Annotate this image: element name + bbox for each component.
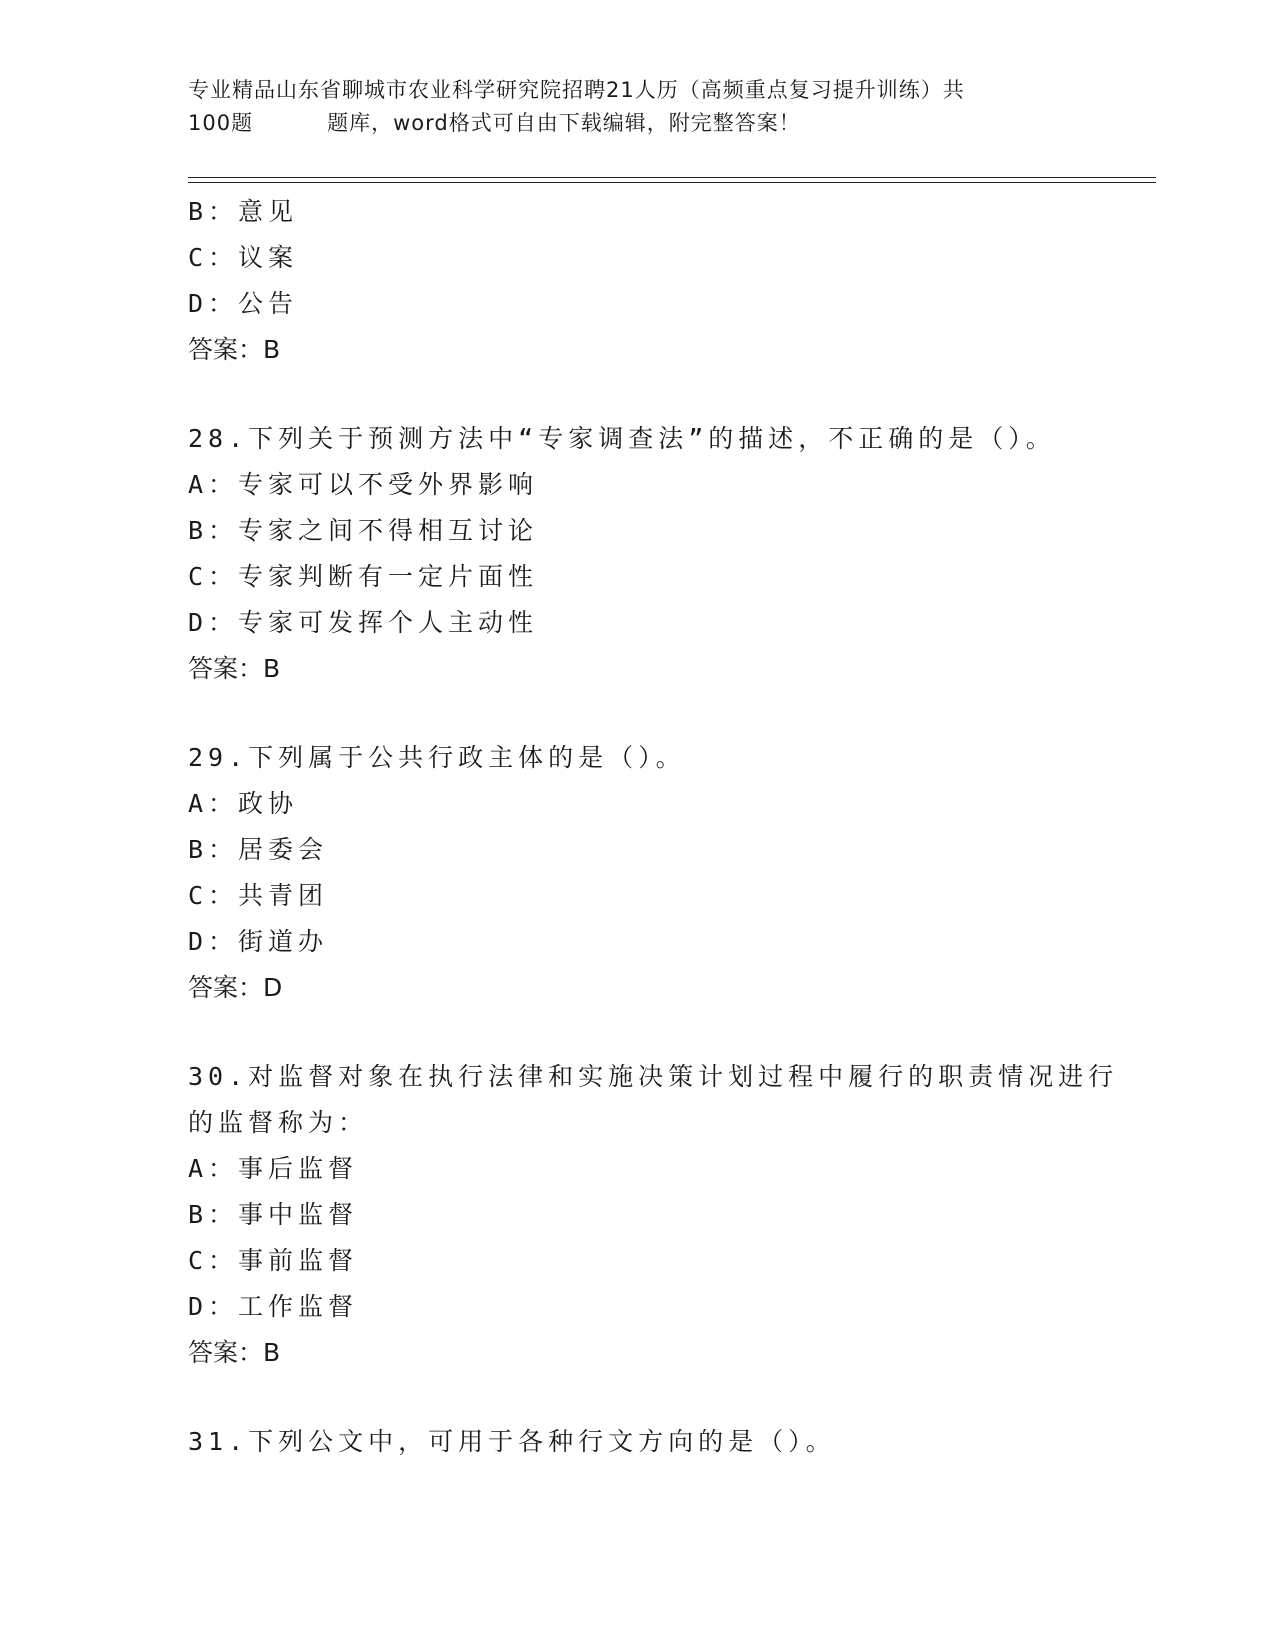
header-subtitle: 题库，word格式可自由下载编辑，附完整答案！ bbox=[327, 111, 801, 135]
header-title-line1: 专业精品山东省聊城市农业科学研究院招聘21人历（高频重点复习提升训练）共 bbox=[188, 78, 965, 102]
option-d: D：街道办 bbox=[188, 927, 329, 956]
option-a: A：政协 bbox=[188, 789, 299, 818]
question-31 bbox=[188, 1419, 1088, 1465]
option-c: C：专家判断有一定片面性 bbox=[188, 562, 539, 591]
header-divider-bottom bbox=[188, 182, 1156, 183]
page-header bbox=[188, 74, 1088, 140]
option-b: B：专家之间不得相互讨论 bbox=[188, 516, 539, 545]
option-a: A：专家可以不受外界影响 bbox=[188, 470, 539, 499]
header-title-line2 bbox=[188, 107, 1088, 140]
option-d: D：专家可发挥个人主动性 bbox=[188, 608, 539, 637]
question-29 bbox=[188, 735, 1088, 1011]
answer: 答案：D bbox=[188, 973, 283, 1002]
option-d: D：工作监督 bbox=[188, 1292, 359, 1321]
answer: 答案：B bbox=[188, 1338, 281, 1367]
answer: 答案：B bbox=[188, 335, 281, 364]
option-b: B：居委会 bbox=[188, 835, 329, 864]
option-c: C：议案 bbox=[188, 243, 299, 272]
header-divider-top bbox=[188, 177, 1156, 178]
option-b: B：事中监督 bbox=[188, 1200, 359, 1229]
answer: 答案：B bbox=[188, 654, 281, 683]
option-a: A：事后监督 bbox=[188, 1154, 359, 1183]
question-text-line1: 30.对监督对象在执行法律和实施决策计划过程中履行的职责情况进行 bbox=[188, 1062, 1119, 1091]
header-count: 100题 bbox=[188, 111, 254, 135]
option-d: D：公告 bbox=[188, 289, 299, 318]
question-text: 31.下列公文中，可用于各种行文方向的是（）。 bbox=[188, 1427, 836, 1456]
question-text: 29.下列属于公共行政主体的是（）。 bbox=[188, 743, 686, 772]
question-28 bbox=[188, 416, 1088, 692]
question-list bbox=[188, 189, 1119, 1465]
option-c: C：共青团 bbox=[188, 881, 329, 910]
question-text: 28.下列关于预测方法中“专家调查法”的描述，不正确的是（）。 bbox=[188, 424, 1056, 453]
option-b: B：意见 bbox=[188, 197, 299, 226]
option-c: C：事前监督 bbox=[188, 1246, 359, 1275]
question-text-line2: 的监督称为： bbox=[188, 1108, 369, 1137]
question-27-continued bbox=[188, 189, 1088, 373]
question-30 bbox=[188, 1054, 1119, 1376]
